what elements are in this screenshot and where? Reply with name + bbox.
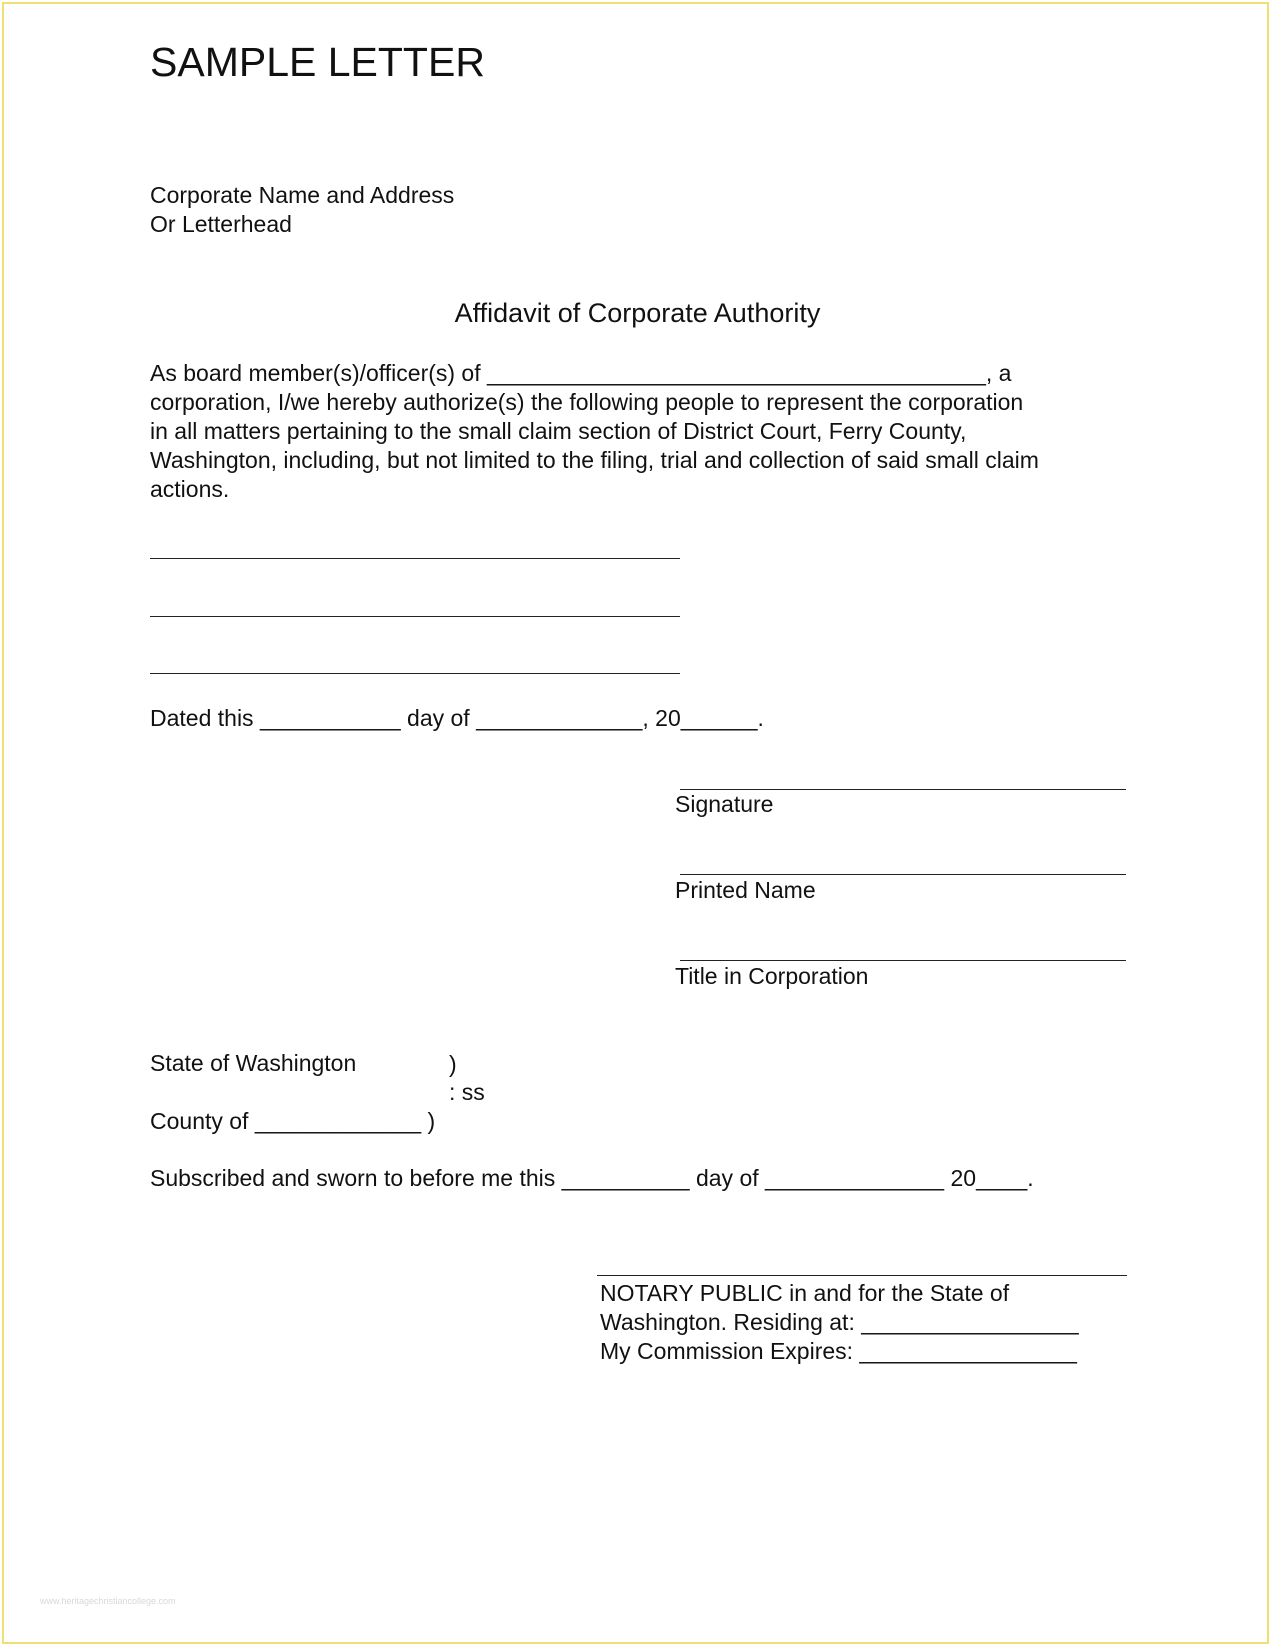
page-border: [2, 2, 1269, 1644]
body-line-2: corporation, I/we hereby authorize(s) the following people to represent the corporation: [150, 389, 1024, 415]
subscribed-sworn-line: Subscribed and sworn to before me this __________ day of ______________ 20____.: [150, 1165, 1034, 1191]
authorized-person-line: [150, 558, 680, 559]
notary-line-2: Washington. Residing at: _________________: [600, 1309, 1079, 1335]
authorized-person-line: [150, 673, 680, 674]
printed-name-label: Printed Name: [675, 877, 816, 903]
body-line-4: Washington, including, but not limited to the filing, trial and collection of said small claim: [150, 447, 1039, 473]
title-in-corporation-label: Title in Corporation: [675, 963, 869, 989]
venue-ss: : ss: [449, 1079, 485, 1105]
venue-county: County of _____________ ): [150, 1108, 436, 1134]
venue-state: State of Washington: [150, 1050, 357, 1076]
signature-label: Signature: [675, 791, 774, 817]
document-heading: SAMPLE LETTER: [150, 39, 485, 85]
body-line-5: actions.: [150, 476, 230, 502]
letterhead-line-1: Corporate Name and Address: [150, 182, 455, 208]
venue-paren: ): [449, 1051, 457, 1077]
authorized-person-line: [150, 616, 680, 617]
notary-line-3: My Commission Expires: _________________: [600, 1338, 1077, 1364]
affidavit-title: Affidavit of Corporate Authority: [454, 298, 821, 328]
notary-signature-line: [597, 1275, 1127, 1276]
dated-line: Dated this ___________ day of _____________, 20______.: [150, 705, 764, 731]
watermark: www.heritagechristiancollege.com: [40, 1596, 176, 1606]
body-line-1: As board member(s)/officer(s) of _______________________________________, a: [150, 360, 1012, 386]
title-line: [680, 960, 1126, 961]
printed-name-line: [680, 874, 1126, 875]
body-line-3: in all matters pertaining to the small claim section of District Court, Ferry County,: [150, 418, 967, 444]
notary-line-1: NOTARY PUBLIC in and for the State of: [600, 1280, 1010, 1306]
letterhead-line-2: Or Letterhead: [150, 211, 292, 237]
